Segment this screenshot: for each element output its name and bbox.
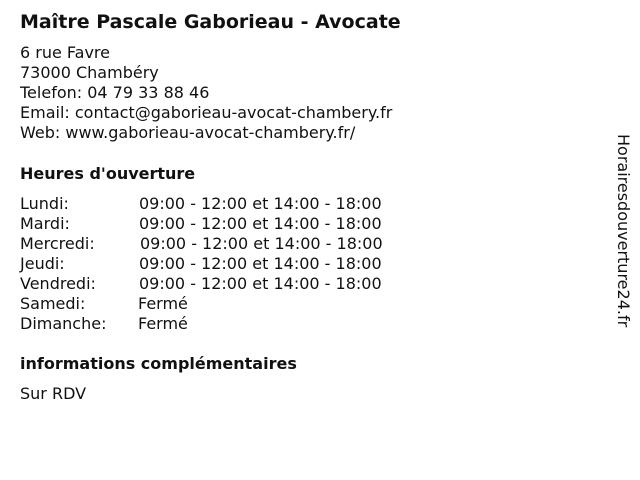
opening-time: 09:00 - 12:00 et 14:00 - 18:00 [140,234,383,253]
business-title: Maître Pascale Gaborieau - Avocate [20,11,401,33]
additional-info-text: Sur RDV [20,384,87,403]
opening-hours-heading: Heures d'ouverture [20,164,196,183]
opening-time: 09:00 - 12:00 et 14:00 - 18:00 [139,194,382,213]
closed-status: Fermé [138,294,188,313]
street-address: 6 rue Favre [20,43,110,62]
phone-number: Telefon: 04 79 33 88 46 [20,83,210,102]
additional-info-heading: informations complémentaires [20,354,297,373]
city-address: 73000 Chambéry [20,63,159,82]
day-label: Jeudi: [20,254,65,273]
address-block [20,43,392,143]
website-address: Web: www.gaborieau-avocat-chambery.fr/ [20,123,356,142]
closed-status: Fermé [138,314,188,333]
day-label: Mardi: [20,214,70,233]
day-label: Mercredi: [20,234,95,253]
day-label: Dimanche: [20,314,107,333]
day-label: Lundi: [20,194,69,213]
day-label: Vendredi: [20,274,96,293]
site-watermark: Horairesdouverture24.fr [614,134,633,328]
day-label: Samedi: [20,294,86,313]
opening-time: 09:00 - 12:00 et 14:00 - 18:00 [139,274,382,293]
opening-time: 09:00 - 12:00 et 14:00 - 18:00 [139,254,382,273]
opening-time: 09:00 - 12:00 et 14:00 - 18:00 [139,214,382,233]
email-address: Email: contact@gaborieau-avocat-chambery.fr [20,103,393,122]
